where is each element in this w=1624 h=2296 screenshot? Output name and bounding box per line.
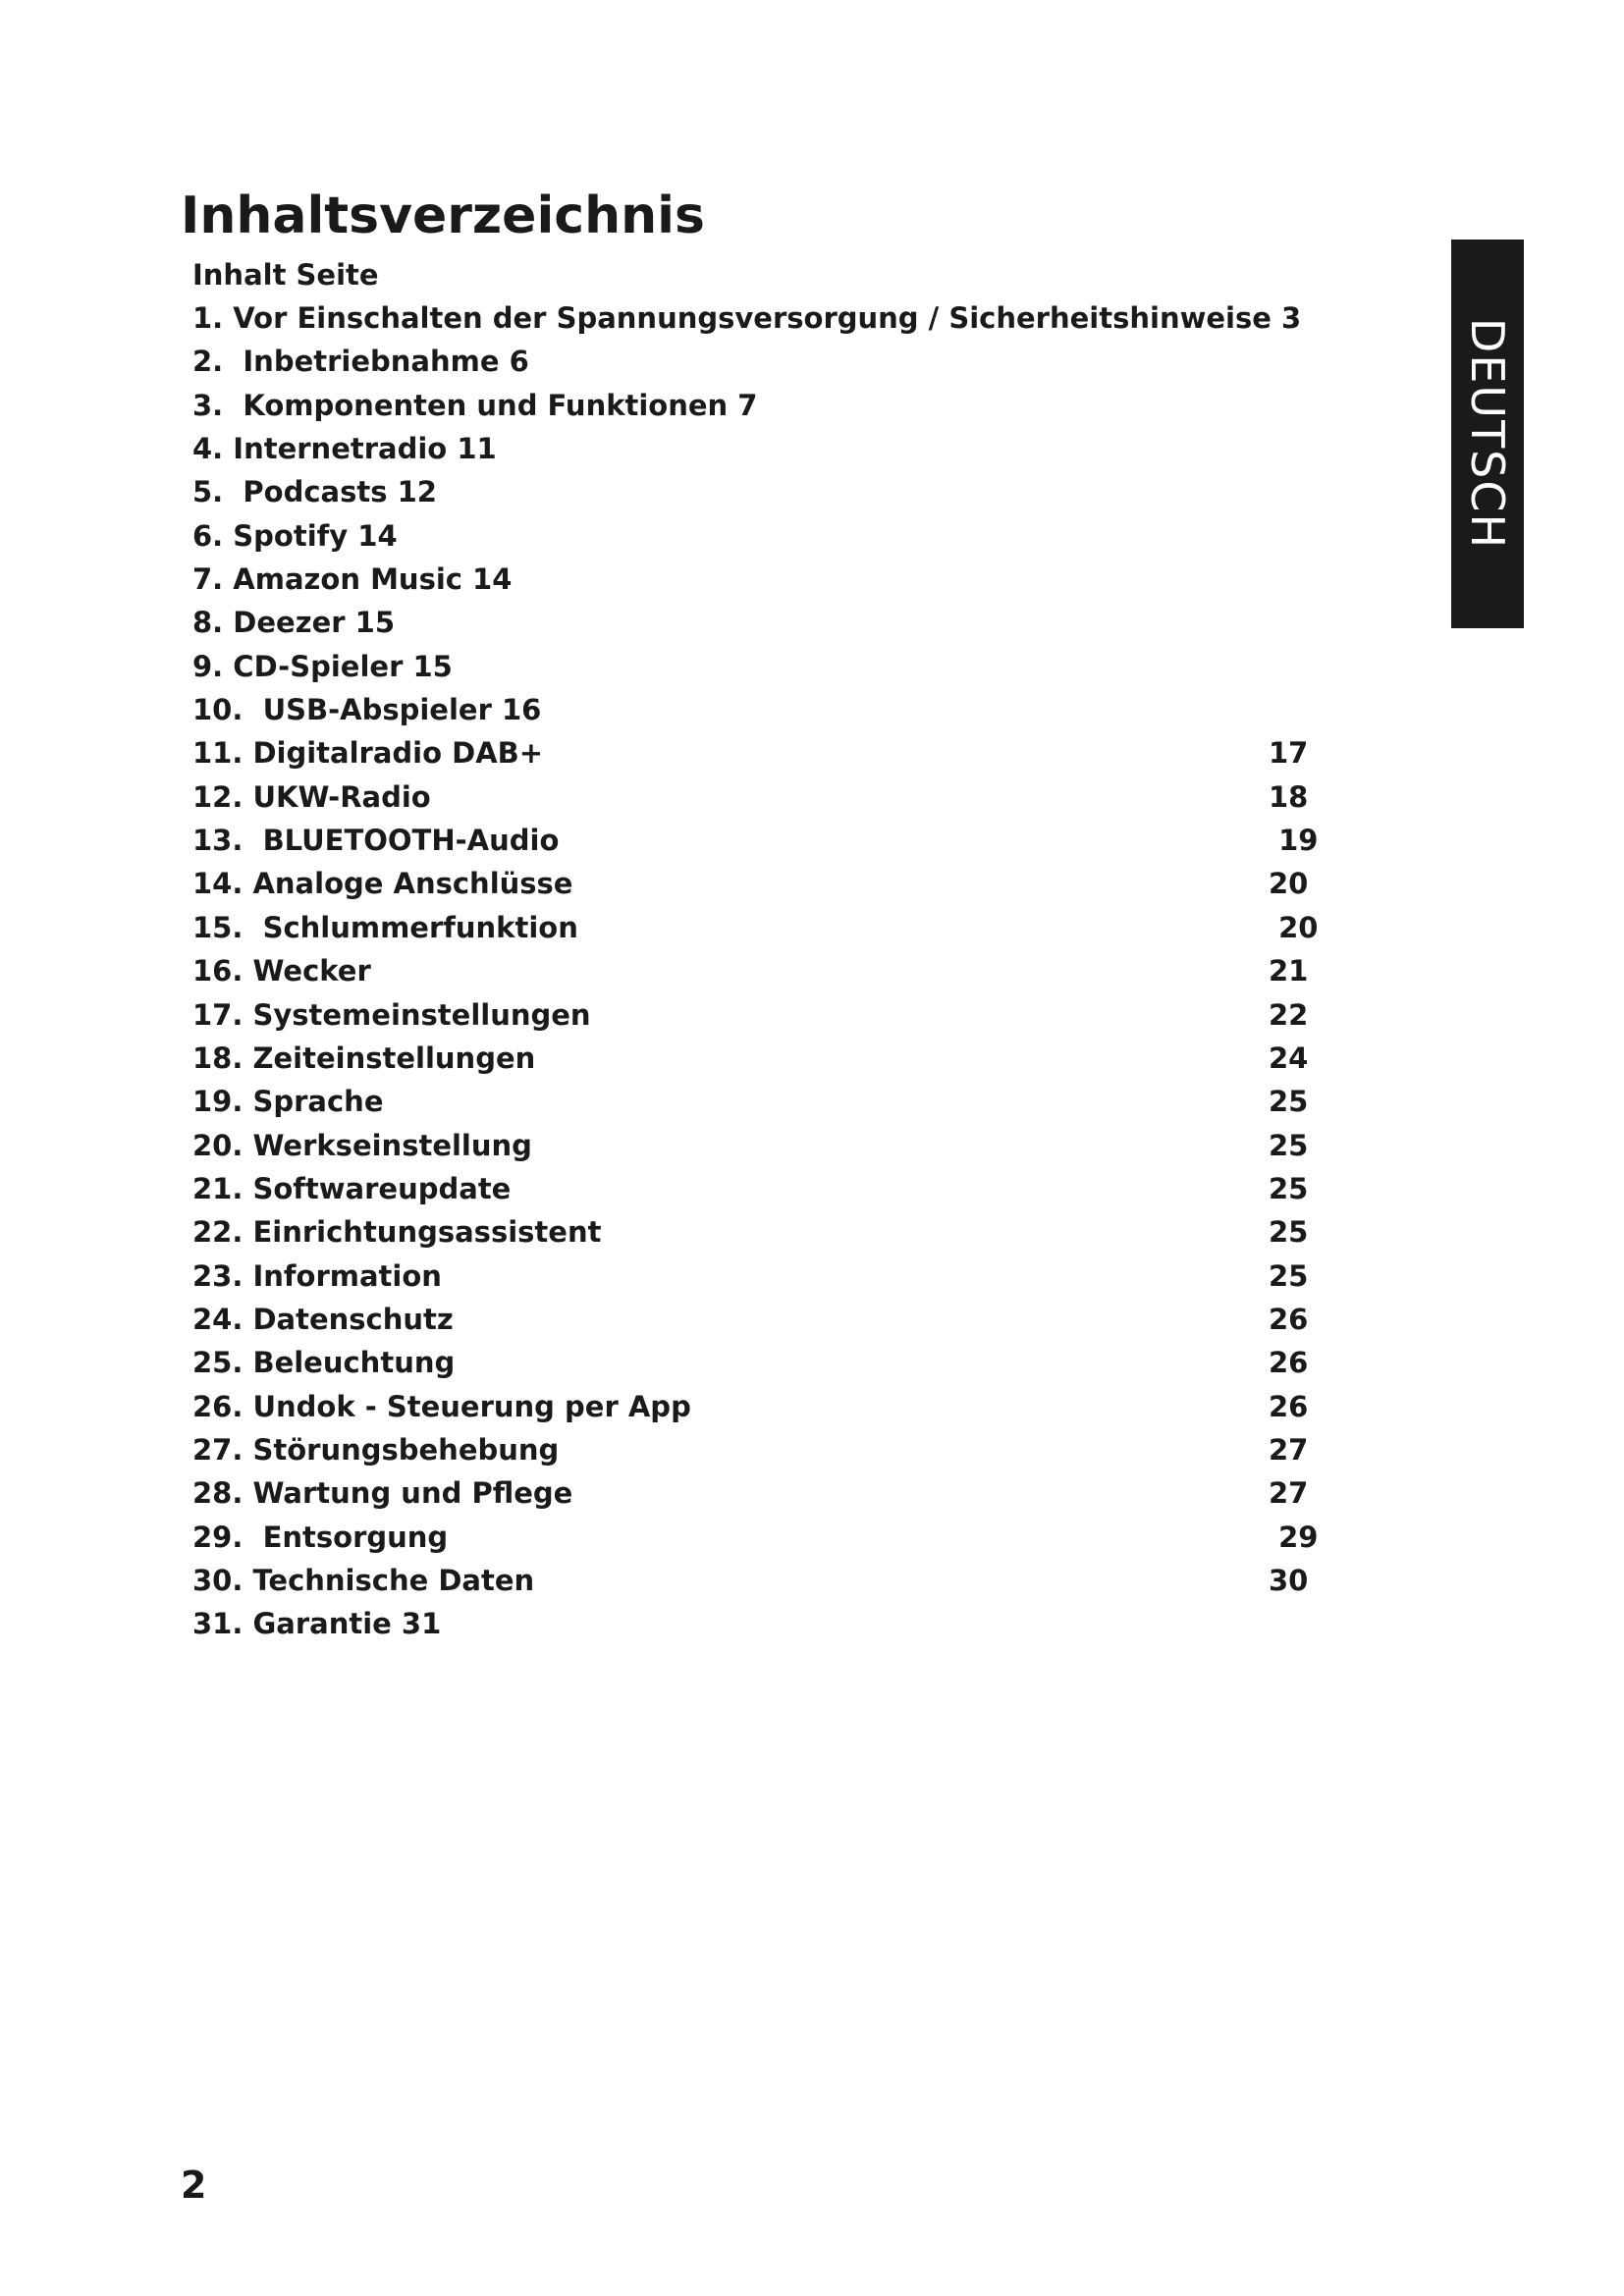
toc-entry: [192, 1298, 1351, 1341]
toc-entry-page: 25: [1269, 1215, 1309, 1250]
toc-entry: [192, 1080, 1351, 1123]
toc-entry-page: 29: [1269, 1520, 1319, 1554]
toc-entry-title: 10. USB-Abspieler 16: [192, 693, 542, 727]
toc-entry-title: 1. Vor Einschalten der Spannungsversorgung / Sicherheitshinweise 3: [192, 301, 1302, 335]
toc-entry-title: 22. Einrichtungsassistent: [192, 1215, 602, 1250]
toc-entry: [192, 296, 1351, 340]
page-number: 2: [181, 2163, 207, 2207]
toc-entry: [192, 1559, 1351, 1602]
toc-entry: [192, 819, 1351, 862]
toc-entry: [192, 1428, 1351, 1471]
toc-entry-page: 18: [1269, 779, 1309, 814]
toc-entry-page: 21: [1269, 954, 1309, 988]
toc-entry: [192, 384, 1351, 427]
toc-entry-title: 19. Sprache: [192, 1085, 384, 1119]
toc-entry-title: 20. Werkseinstellung: [192, 1128, 532, 1162]
table-of-contents: [192, 253, 1351, 1646]
toc-entry: [192, 1341, 1351, 1384]
page-title: Inhaltsverzeichnis: [181, 187, 705, 245]
toc-entry-title: 11. Digitalradio DAB+: [192, 736, 544, 771]
toc-entry: [192, 1385, 1351, 1428]
toc-entry: [192, 731, 1351, 774]
toc-entry: [192, 688, 1351, 731]
toc-entry-title: 17. Systemeinstellungen: [192, 997, 591, 1032]
toc-entry-page: 25: [1269, 1171, 1309, 1205]
toc-entry: [192, 340, 1351, 383]
toc-entry-title: 21. Softwareupdate: [192, 1171, 512, 1205]
toc-entry-page: 27: [1269, 1432, 1309, 1467]
toc-entry-page: 22: [1269, 997, 1309, 1032]
toc-entry: [192, 514, 1351, 558]
toc-entry-title: 2. Inbetriebnahme 6: [192, 345, 529, 379]
toc-entry-title: 31. Garantie 31: [192, 1607, 442, 1641]
toc-entry-title: 15. Schlummerfunktion: [192, 910, 578, 944]
toc-entry-page: 25: [1269, 1128, 1309, 1162]
toc-entry-title: 30. Technische Daten: [192, 1563, 535, 1597]
toc-entry-title: 18. Zeiteinstellungen: [192, 1041, 536, 1075]
toc-entry-title: 26. Undok - Steuerung per App: [192, 1389, 691, 1423]
toc-entry: [192, 1037, 1351, 1080]
toc-entry-title: 16. Wecker: [192, 954, 371, 988]
toc-entry: [192, 906, 1351, 949]
toc-entry-title: 12. UKW-Radio: [192, 779, 431, 814]
toc-entry: [192, 775, 1351, 819]
toc-entry: [192, 601, 1351, 644]
language-side-tab: [1451, 240, 1524, 628]
toc-entry: [192, 993, 1351, 1037]
toc-entry-page: 26: [1269, 1346, 1309, 1380]
toc-entry-page: 26: [1269, 1389, 1309, 1423]
toc-entry-page: 19: [1269, 824, 1319, 858]
toc-entry: [192, 1602, 1351, 1645]
toc-entry-title: 24. Datenschutz: [192, 1302, 454, 1336]
toc-entry: [192, 949, 1351, 992]
toc-entry-page: 20: [1269, 867, 1309, 901]
toc-entry: [192, 645, 1351, 688]
toc-entry-title: 6. Spotify 14: [192, 518, 398, 553]
toc-entry: [192, 862, 1351, 905]
toc-entry-title: 3. Komponenten und Funktionen 7: [192, 388, 758, 422]
toc-entry-title: 27. Störungsbehebung: [192, 1432, 560, 1467]
toc-entry: [192, 1516, 1351, 1559]
toc-header: Inhalt Seite: [192, 258, 379, 292]
toc-entry-title: 29. Entsorgung: [192, 1520, 449, 1554]
toc-entry-title: 14. Analoge Anschlüsse: [192, 867, 573, 901]
toc-entry: [192, 1255, 1351, 1298]
toc-entry-page: 27: [1269, 1476, 1309, 1511]
toc-entry-page: 25: [1269, 1085, 1309, 1119]
toc-entry: [192, 1124, 1351, 1167]
toc-entry-title: 8. Deezer 15: [192, 606, 396, 640]
toc-entry-page: 30: [1269, 1563, 1309, 1597]
toc-entry-title: 9. CD-Spieler 15: [192, 649, 453, 683]
toc-entry: [192, 558, 1351, 601]
toc-entry-title: 4. Internetradio 11: [192, 432, 497, 466]
toc-entry: [192, 427, 1351, 470]
toc-entry-page: 20: [1269, 910, 1319, 944]
toc-entry: [192, 1167, 1351, 1210]
toc-entry: [192, 1210, 1351, 1254]
toc-entry-title: 7. Amazon Music 14: [192, 562, 513, 597]
toc-entry-title: 25. Beleuchtung: [192, 1346, 456, 1380]
toc-entry-page: 25: [1269, 1258, 1309, 1293]
toc-entry-title: 5. Podcasts 12: [192, 475, 437, 509]
toc-entry-page: 17: [1269, 736, 1309, 771]
toc-entry-title: 28. Wartung und Pflege: [192, 1476, 573, 1511]
toc-entry: [192, 1471, 1351, 1515]
language-side-tab-label: DEUTSCH: [1461, 317, 1514, 551]
toc-entry-title: 23. Information: [192, 1258, 442, 1293]
toc-entry-title: 13. BLUETOOTH-Audio: [192, 824, 560, 858]
toc-entry-page: 26: [1269, 1302, 1309, 1336]
toc-entry-page: 24: [1269, 1041, 1309, 1075]
toc-entry: [192, 470, 1351, 513]
